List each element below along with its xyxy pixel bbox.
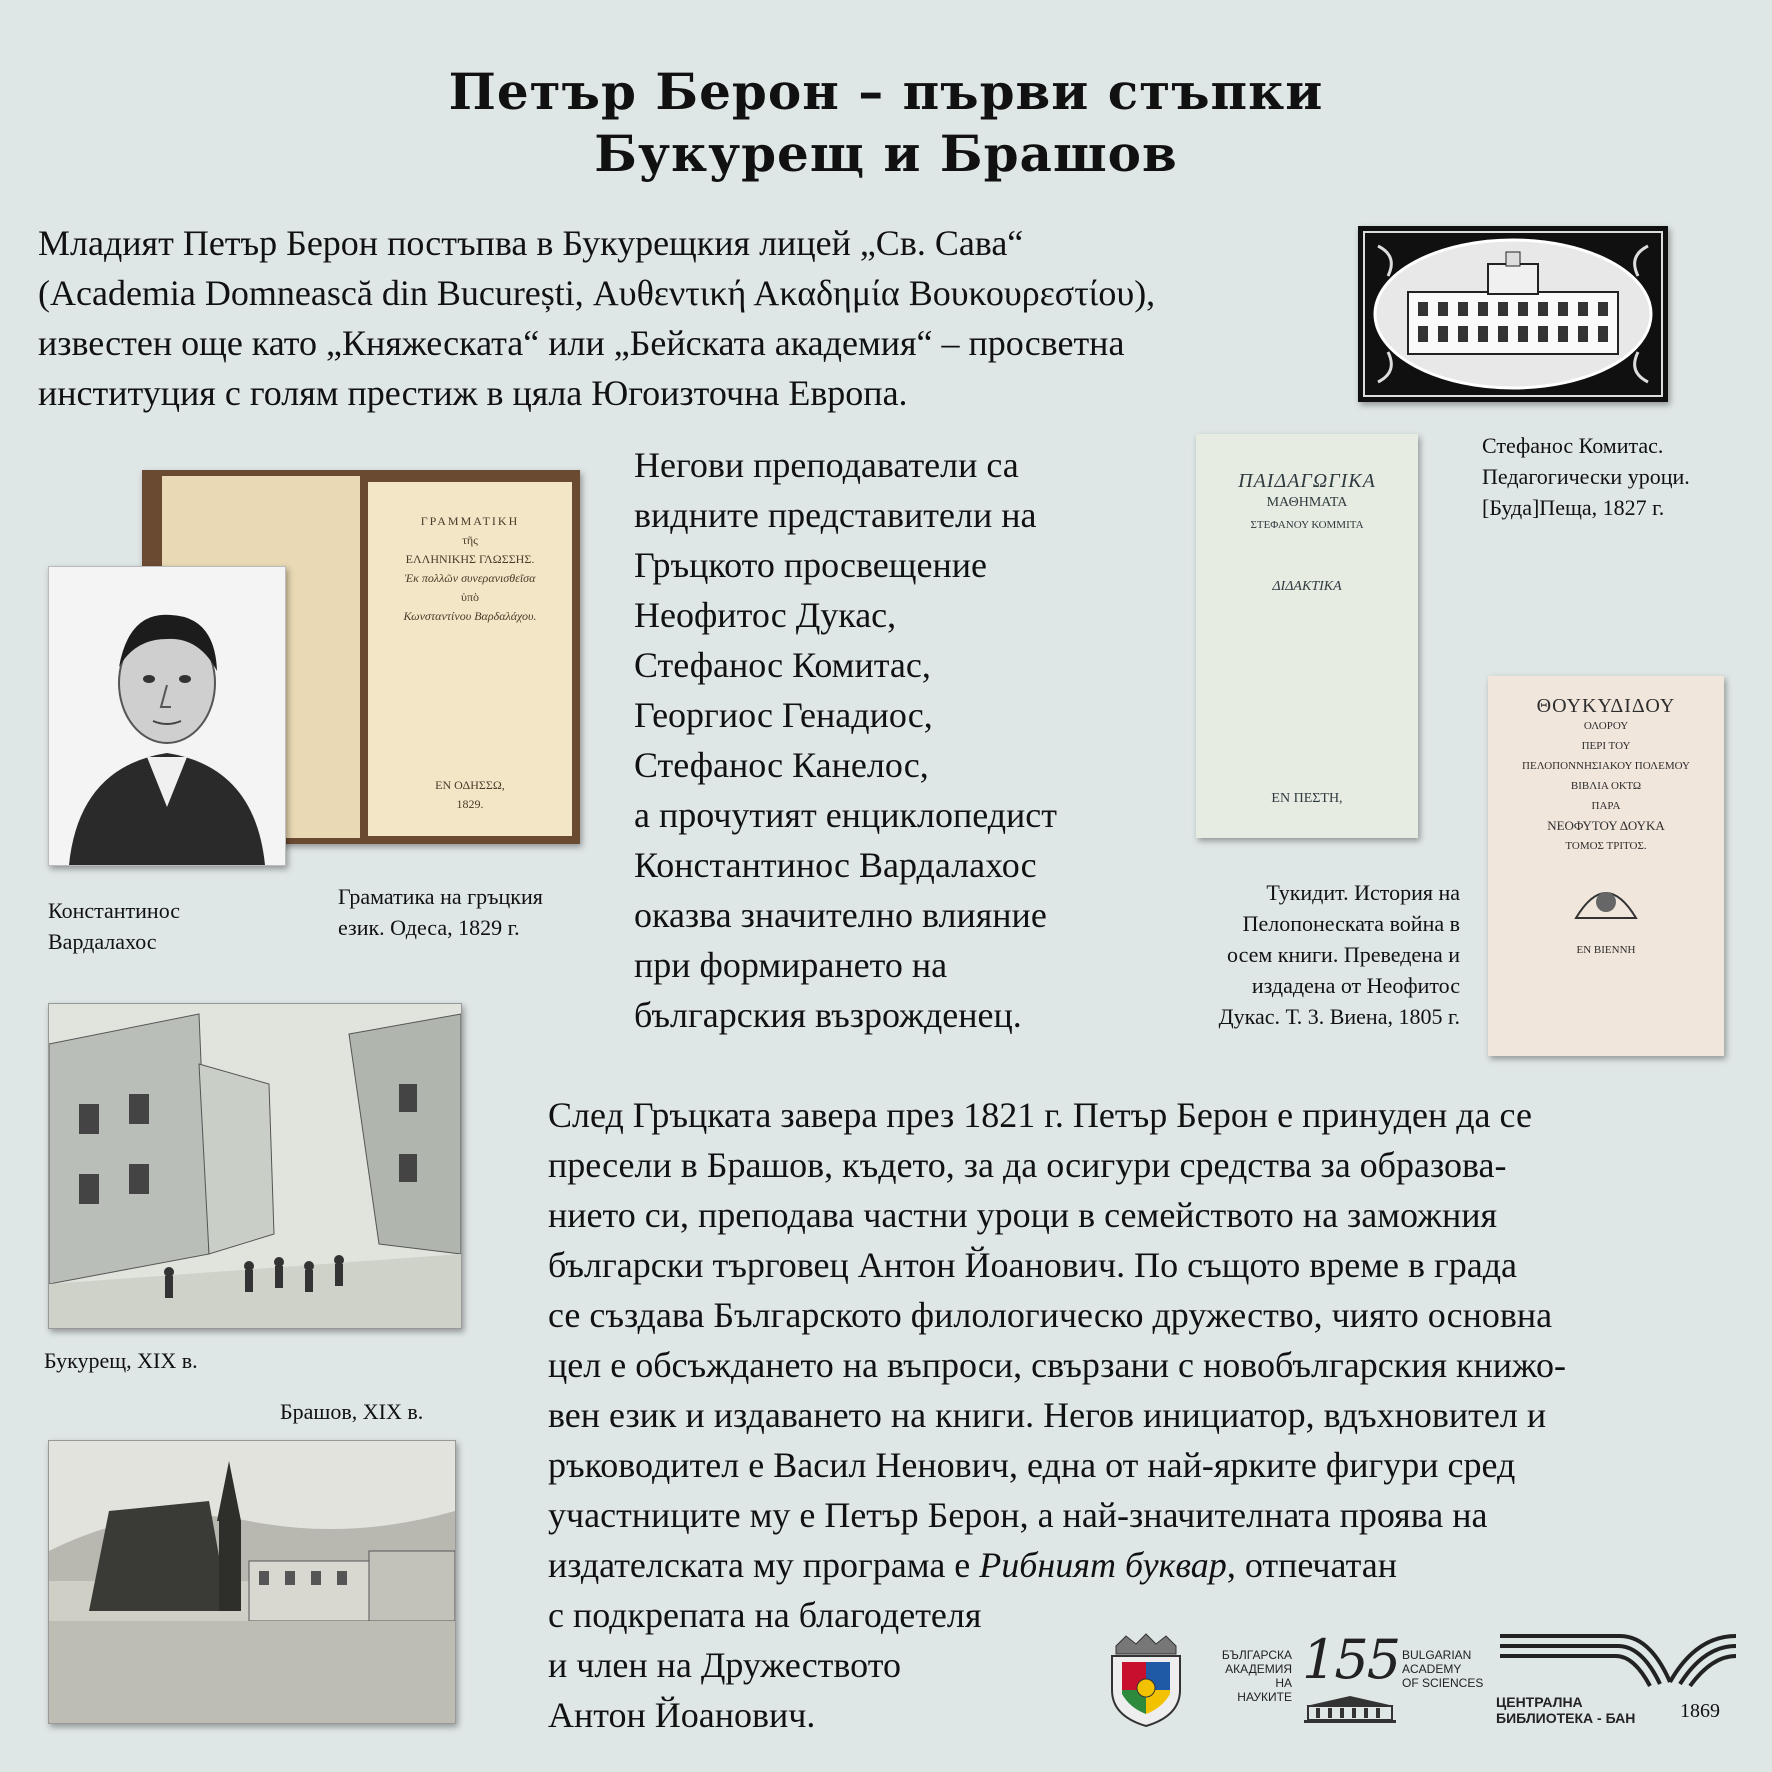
line-with-title: издателската му програма е Рибният буквар, отпечатан: [548, 1545, 1397, 1585]
caption-grammar: Граматика на гръцкия език. Одеса, 1829 г.: [338, 884, 543, 940]
brasov-photo: [48, 1440, 456, 1724]
library-logo-text: ЦЕНТРАЛНА БИБЛИОТЕКА - БАН: [1496, 1694, 1636, 1726]
intro-paragraph: [38, 218, 1358, 418]
book-title: Рибният буквар: [979, 1545, 1227, 1585]
bas-logo-right-text: BULGARIAN ACADEMY OF SCIENCES: [1402, 1648, 1484, 1690]
bas-building-icon: [1302, 1694, 1398, 1724]
komitas-book-photo: ΠΑΙΔΑΓΩΓΙΚΑ ΜΑΘΗΜΑΤΑ ΣΤΕΦΑΝΟΥ ΚΟΜΜΙΤΑ ΔΙΔΑΚΤΙΚΑ ΕΝ ΠΕΣΤΗ,: [1196, 434, 1418, 838]
page-subtitle: Букурещ и Брашов: [594, 124, 1178, 183]
academy-engraving: [1358, 226, 1668, 402]
teachers-paragraph: Негови преподаватели са видните представители на Гръцкото просвещение Неофитос Дукас, Стефанос Комитас, Георгиос Генадиос, Стефанос Канелос, а прочутият енциклопедист Константинос Вардалахос оказва значително влияние при формирането на българския възрожденец.: [634, 445, 1057, 1035]
caption-komitas: Стефанос Комитас. Педагогически уроци. [Буда]Пеща, 1827 г.: [1482, 433, 1690, 520]
vardalahos-portrait: [48, 566, 286, 866]
bas-anniversary-number: 155: [1302, 1628, 1400, 1691]
sofia-coat-of-arms-icon: [1102, 1632, 1190, 1728]
intro-line: известен още като „Княжеската“ или „Бейската академия“ – просветна: [38, 323, 1125, 363]
library-book-icon: [1500, 1630, 1740, 1690]
library-year: 1869: [1680, 1700, 1720, 1722]
thucydides-book-photo: ΘΟΥΚΥΔΙΔΟΥ ΟΛΟΡΟΥ ΠΕΡΙ ΤΟΥ ΠΕΛΟΠΟΝΝΗΣΙΑΚΟΥ ΠΟΛΕΜΟΥ ΒΙΒΛΙΑ ΟΚΤΩ ΠΑΡΑ ΝΕΟΦΥΤΟΥ ΔΟΥΚΑ ΤΟΜΟΣ ΤΡΙΤΟΣ. ΕΝ ΒΙΕΝΝΗ: [1488, 676, 1724, 1056]
ornament-icon: [1566, 868, 1646, 928]
bucharest-engraving: [48, 1003, 462, 1329]
grammar-book-photo: ΓΡΑΜΜΑΤΙΚΗ τῆς ΕΛΛΗΝΙΚΗΣ ΓΛΩΣΣΗΣ. Ἐκ πολλῶν συνερανισθεῖσα ὑπὸ Κωνσταντίνου Βαρδαλάχου. ΕΝ ΟΔΗΣΣΩ, 1829.: [142, 470, 580, 844]
bas-logo-left-text: БЪЛГАРСКА АКАДЕМИЯ НА НАУКИТЕ: [1221, 1648, 1292, 1704]
intro-line: (Academia Domnească din București, Αυθεντική Ακαδημία Βουκουρεστίου),: [38, 273, 1156, 313]
caption-bucharest: Букурещ, XIX в.: [44, 1348, 198, 1373]
page-title: Петър Берон – първи стъпки: [448, 62, 1324, 121]
caption-vardalahos: Константинос Вардалахос: [48, 898, 181, 954]
intro-line: Младият Петър Берон постъпва в Букурещкия лицей „Св. Сава“: [38, 223, 1024, 263]
intro-line: институция с голям престиж в цяла Югоизточна Европа.: [38, 373, 908, 413]
brasov-paragraph: След Гръцката завера през 1821 г. Петър Берон е принуден да се пресели в Брашов, където, за да осигури средства за образова- нието си, преподава частни уроци в семейството на заможния български търговец Антон Йоанович. По същото време в града се създава Българското филологическо дружество, чиято основна цел е обсъждането на въпроси, свързани с новобългарския книжо- вен език и издаването на книги. Негов инициатор, вдъхновител и ръководител е Васил Ненович, една от най-ярките фигури сред участниците му е Петър Берон, а най-значителната проява на издателската му програма е Рибният буквар, отпечатан с подкрепата на благодетеля и член на Дружеството Антон Йоанович.: [548, 1090, 1748, 1740]
caption-brasov: Брашов, XIX в.: [280, 1399, 424, 1424]
caption-thucydides: Тукидит. История на Пелопонеската война в осем книги. Преведена и издадена от Неофитос Дукас. Т. 3. Виена, 1805 г.: [1218, 880, 1460, 1029]
